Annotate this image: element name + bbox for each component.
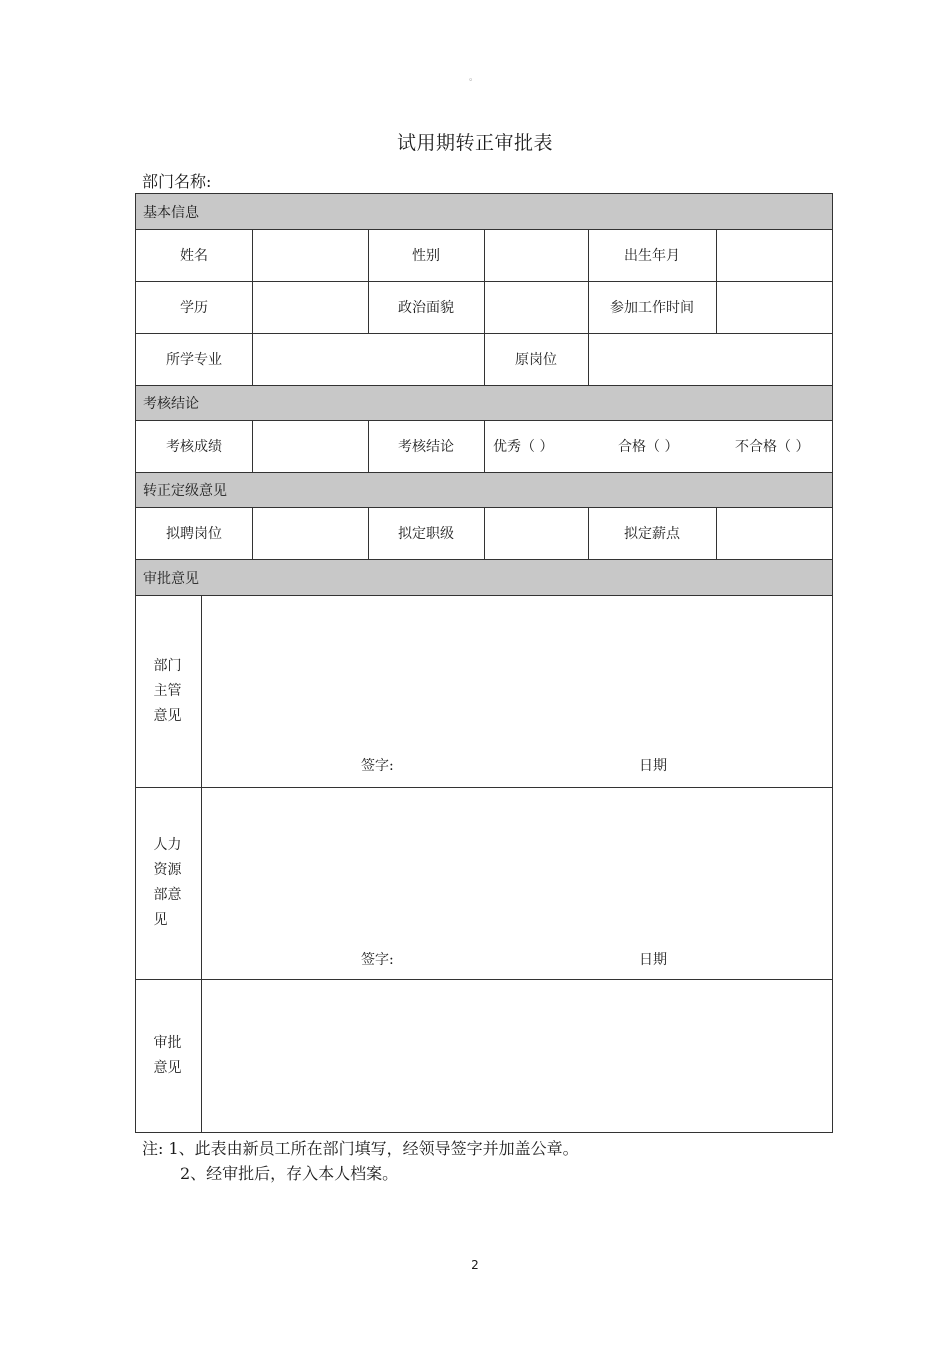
field-orig-post[interactable] — [588, 333, 832, 385]
hr-sign-label: 签字: — [361, 952, 394, 968]
label-dept-head-opinion: 部门主管意见 — [153, 657, 182, 724]
label-level: 拟定职级 — [398, 526, 454, 542]
label-score: 考核成绩 — [166, 439, 222, 455]
dept-name-label: 部门名称: — [142, 172, 212, 191]
dept-head-date-label: 日期 — [639, 758, 667, 774]
hr-date-label: 日期 — [639, 952, 667, 968]
field-salary[interactable] — [716, 507, 832, 559]
option-excellent[interactable]: 优秀（ ） — [493, 439, 554, 455]
label-salary: 拟定薪点 — [624, 526, 680, 542]
label-major: 所学专业 — [166, 352, 222, 368]
top-mark: 。 — [469, 73, 479, 83]
label-hr-opinion: 人力资源部意见 — [153, 837, 182, 928]
section-approval: 审批意见 — [136, 560, 832, 595]
field-major[interactable] — [252, 333, 484, 385]
label-final-approval: 审批意见 — [153, 1035, 182, 1076]
field-politics[interactable] — [484, 281, 588, 333]
note-line-1: 注: 1、此表由新员工所在部门填写，经领导签字并加盖公章。 — [142, 1139, 579, 1158]
label-orig-post: 原岗位 — [515, 352, 557, 368]
note-line-2: 2、经审批后，存入本人档案。 — [180, 1164, 399, 1183]
field-level[interactable] — [484, 507, 588, 559]
label-gender: 性别 — [412, 248, 440, 264]
field-education[interactable] — [252, 281, 368, 333]
page-title: 试用期转正审批表 — [396, 132, 553, 154]
label-birth: 出生年月 — [624, 248, 680, 264]
label-work-start: 参加工作时间 — [610, 300, 694, 316]
label-education: 学历 — [180, 300, 208, 316]
option-fail[interactable]: 不合格（ ） — [735, 439, 810, 455]
field-post[interactable] — [252, 507, 368, 559]
field-work-start[interactable] — [716, 281, 832, 333]
field-name[interactable] — [252, 229, 368, 281]
field-score[interactable] — [252, 420, 368, 472]
page-number: 2 — [471, 1258, 479, 1272]
dept-head-sign-label: 签字: — [361, 758, 394, 774]
option-pass[interactable]: 合格（ ） — [618, 439, 679, 455]
field-gender[interactable] — [484, 229, 588, 281]
section-basic-info: 基本信息 — [136, 194, 832, 229]
label-conclusion: 考核结论 — [398, 439, 454, 455]
section-assessment: 考核结论 — [136, 386, 832, 420]
label-name: 姓名 — [180, 248, 208, 264]
label-post: 拟聘岗位 — [166, 526, 222, 542]
field-birth[interactable] — [716, 229, 832, 281]
section-grade: 转正定级意见 — [136, 473, 832, 507]
approval-form-table — [135, 193, 833, 1133]
label-politics: 政治面貌 — [398, 300, 454, 316]
